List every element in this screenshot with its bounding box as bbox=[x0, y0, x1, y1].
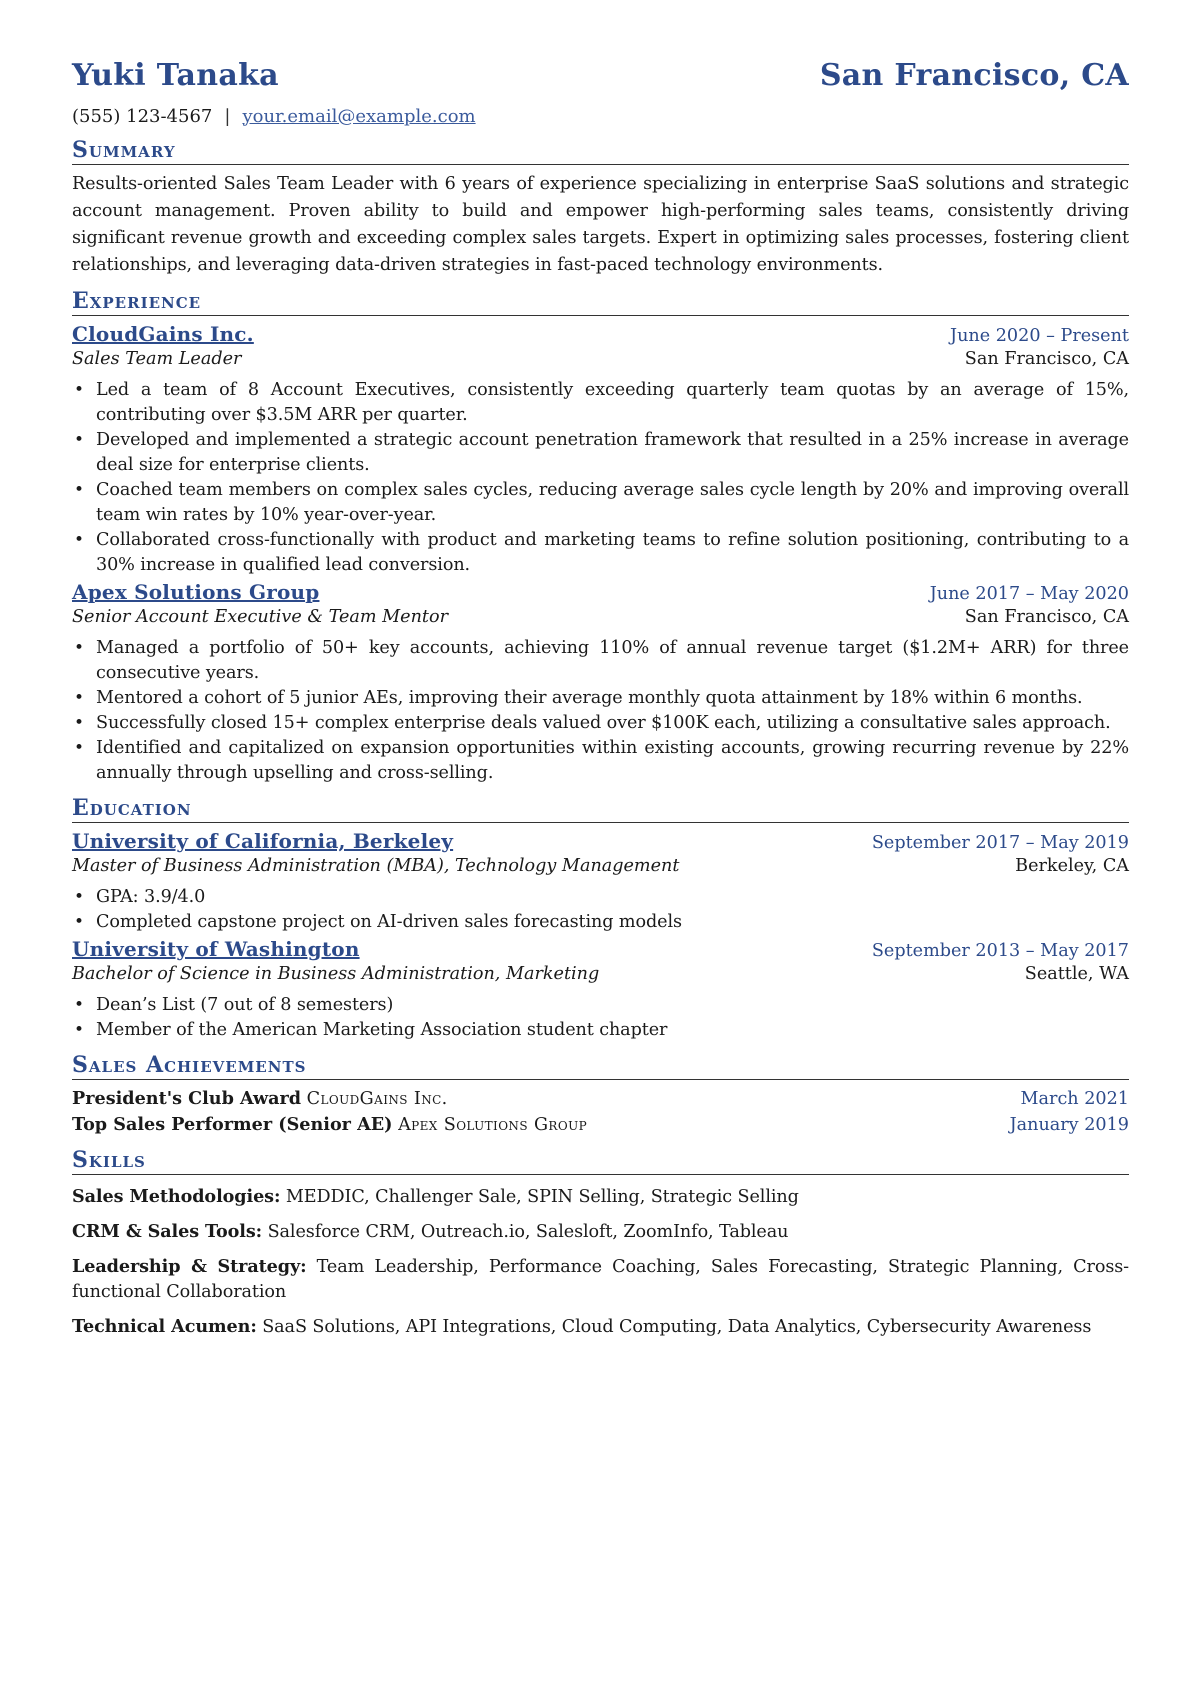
school-link[interactable]: University of Washington bbox=[72, 937, 360, 961]
phone-number: (555) 123-4567 bbox=[72, 105, 213, 127]
education-entry bbox=[72, 937, 1129, 1043]
skill-line bbox=[72, 1254, 1129, 1305]
job-location: San Francisco, CA bbox=[964, 349, 1129, 369]
bullet-item: • Coached team members on complex sales cycles, reducing average sales cycle length by 20% and improving overall team win rates by 10% year-over-year. bbox=[96, 478, 1129, 528]
skills-section bbox=[72, 1146, 1129, 1340]
resume-page bbox=[72, 58, 1129, 1340]
skill-value: Team Leadership, Performance Coaching, Sales Forecasting, Strategic Planning, Cross-functional Collaboration bbox=[72, 1257, 1130, 1302]
job-location: San Francisco, CA bbox=[964, 607, 1129, 627]
summary-section bbox=[72, 136, 1129, 279]
degree-name: Bachelor of Science in Business Administration, Marketing bbox=[72, 964, 600, 984]
school-location: Seattle, WA bbox=[1024, 964, 1129, 984]
candidate-location: San Francisco, CA bbox=[819, 58, 1129, 93]
achievements-section bbox=[72, 1051, 1129, 1138]
job-bullets bbox=[72, 378, 1129, 578]
education-entry bbox=[72, 829, 1129, 935]
school-location: Berkeley, CA bbox=[1015, 856, 1129, 876]
education-dates: September 2013 – May 2017 bbox=[871, 941, 1129, 961]
job-dates: June 2017 – May 2020 bbox=[929, 584, 1129, 604]
bullet-item: • Dean’s List (7 out of 8 semesters) bbox=[96, 993, 1129, 1018]
education-bullets bbox=[72, 885, 1129, 935]
school-link[interactable]: University of California, Berkeley bbox=[72, 829, 454, 853]
skill-line bbox=[72, 1219, 1129, 1245]
skill-label: Leadership & Strategy: bbox=[72, 1256, 307, 1277]
contact-line bbox=[72, 104, 1129, 128]
section-title-summary: Summary bbox=[72, 136, 1129, 165]
achievement-award: Top Sales Performer (Senior AE) bbox=[72, 1114, 393, 1135]
achievement-item bbox=[72, 1112, 1129, 1138]
bullet-item: • Identified and capitalized on expansion opportunities within existing accounts, growing recurring revenue by 22% annually through upselling and cross-selling. bbox=[96, 736, 1129, 786]
skill-value: SaaS Solutions, API Integrations, Cloud Computing, Data Analytics, Cybersecurity Awareness bbox=[262, 1317, 1092, 1337]
job-role: Sales Team Leader bbox=[72, 349, 242, 369]
degree-name: Master of Business Administration (MBA), Technology Management bbox=[72, 856, 680, 876]
achievement-date: March 2021 bbox=[1020, 1089, 1129, 1109]
job-entry bbox=[72, 322, 1129, 578]
candidate-name: Yuki Tanaka bbox=[72, 58, 279, 93]
section-title-education: Education bbox=[72, 794, 1129, 823]
section-title-achievements: Sales Achievements bbox=[72, 1051, 1129, 1080]
bullet-item: • Successfully closed 15+ complex enterprise deals valued over $100K each, utilizing a consultative sales approach. bbox=[96, 711, 1129, 736]
education-bullets bbox=[72, 993, 1129, 1043]
skill-value: Salesforce CRM, Outreach.io, Salesloft, ZoomInfo, Tableau bbox=[267, 1222, 789, 1242]
email-link[interactable]: your.email@example.com bbox=[242, 105, 476, 127]
section-title-experience: Experience bbox=[72, 287, 1129, 316]
skill-label: CRM & Sales Tools: bbox=[72, 1221, 263, 1242]
bullet-item: • Mentored a cohort of 5 junior AEs, improving their average monthly quota attainment by 18% within 6 months. bbox=[96, 686, 1129, 711]
job-role: Senior Account Executive & Team Mentor bbox=[72, 607, 448, 627]
bullet-item: • Led a team of 8 Account Executives, consistently exceeding quarterly team quotas by an average of 15%, contributing over $3.5M ARR per quarter. bbox=[96, 378, 1129, 428]
skill-label: Technical Acumen: bbox=[72, 1316, 257, 1337]
bullet-item: • Collaborated cross-functionally with product and marketing teams to refine solution positioning, contributing to a 30% increase in qualified lead conversion. bbox=[96, 528, 1129, 578]
resume-header bbox=[72, 58, 1129, 98]
job-dates: June 2020 – Present bbox=[950, 326, 1129, 346]
bullet-item: • Developed and implemented a strategic account penetration framework that resulted in a 25% increase in average deal size for enterprise clients. bbox=[96, 428, 1129, 478]
education-section bbox=[72, 794, 1129, 1043]
bullet-item: • Member of the American Marketing Association student chapter bbox=[96, 1018, 1129, 1043]
achievement-org: CloudGains Inc. bbox=[306, 1089, 448, 1109]
bullet-item: • Completed capstone project on AI-driven sales forecasting models bbox=[96, 910, 1129, 935]
skill-line bbox=[72, 1314, 1129, 1340]
skill-value: MEDDIC, Challenger Sale, SPIN Selling, Strategic Selling bbox=[285, 1187, 799, 1207]
achievement-date: January 2019 bbox=[1009, 1115, 1129, 1135]
bullet-item: • GPA: 3.9/4.0 bbox=[96, 885, 1129, 910]
skill-label: Sales Methodologies: bbox=[72, 1186, 281, 1207]
company-link[interactable]: CloudGains Inc. bbox=[72, 322, 254, 346]
bullet-item: • Managed a portfolio of 50+ key accounts, achieving 110% of annual revenue target ($1.2M+ ARR) for three consecutive years. bbox=[96, 636, 1129, 686]
achievement-org: Apex Solutions Group bbox=[398, 1115, 588, 1135]
job-entry bbox=[72, 580, 1129, 786]
skill-line bbox=[72, 1184, 1129, 1210]
section-title-skills: Skills bbox=[72, 1146, 1129, 1175]
experience-section bbox=[72, 287, 1129, 786]
contact-separator: | bbox=[224, 105, 231, 127]
job-bullets bbox=[72, 636, 1129, 786]
summary-text: Results-oriented Sales Team Leader with 6 years of experience specializing in enterprise SaaS solutions and strategic account management. Proven ability to build and empower high-performing sales teams, consistently driving significant revenue growth and exceeding complex sales targets. Expert in optimizing sales processes, fostering client relationships, and leveraging data-driven strategies in fast-paced technology environments. bbox=[72, 174, 1129, 275]
achievement-item bbox=[72, 1086, 1129, 1112]
education-dates: September 2017 – May 2019 bbox=[871, 833, 1129, 853]
company-link[interactable]: Apex Solutions Group bbox=[72, 580, 320, 604]
achievement-award: President's Club Award bbox=[72, 1088, 302, 1109]
